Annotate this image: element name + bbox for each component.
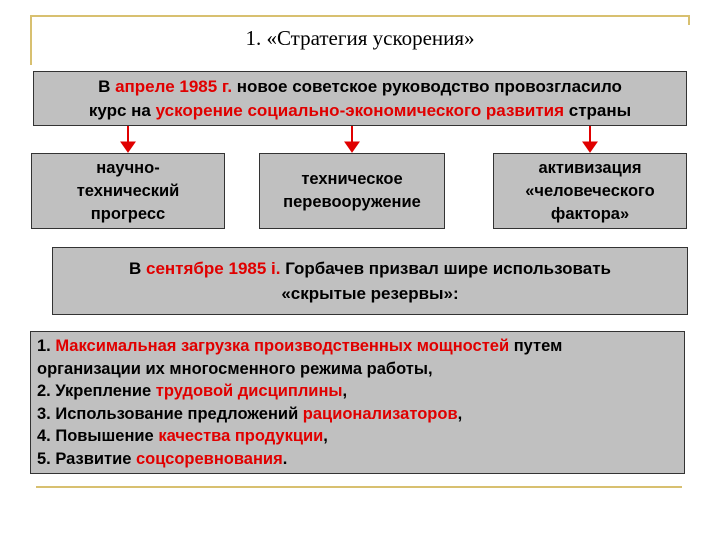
branch-text: техническое — [301, 170, 403, 188]
list-highlight: Максимальная загрузка производственных мощностей — [55, 337, 510, 355]
list-text: , — [323, 427, 328, 445]
branch-text: научно- — [96, 158, 160, 177]
list-item — [37, 425, 678, 448]
bottom-divider — [36, 486, 682, 488]
branch-box-human-factor — [493, 153, 687, 229]
list-item — [37, 448, 678, 471]
list-text: . — [282, 449, 288, 468]
branch-text: фактора» — [550, 204, 630, 223]
list-item — [37, 380, 678, 403]
arrow-head-1 — [121, 142, 135, 152]
intro-highlight: ускорение социально-экономического развития — [155, 100, 565, 120]
list-item — [37, 403, 678, 426]
arrow-head-2 — [345, 142, 359, 152]
branch-text: перевооружение — [283, 193, 421, 211]
intro-line-1 — [98, 75, 622, 99]
list-item — [37, 358, 678, 381]
list-text: 4. Повышение — [37, 427, 159, 445]
september-box — [52, 247, 688, 315]
list-text: , — [342, 382, 348, 400]
september-line-2: «скрытые резервы»: — [281, 284, 459, 303]
list-highlight: рационализаторов — [302, 404, 458, 423]
branch-box-reequipment — [259, 153, 445, 229]
intro-text: страны — [564, 100, 632, 120]
intro-line-2 — [89, 99, 631, 123]
list-highlight: соцсоревнования — [135, 449, 283, 468]
list-highlight: качества продукции — [158, 427, 324, 445]
frame-corner — [688, 15, 690, 25]
list-text: 2. Укрепление — [37, 382, 156, 400]
slide-title: 1. «Стратегия ускорения» — [245, 26, 475, 50]
intro-box — [33, 71, 687, 126]
september-date: сентябре 1985 i. — [146, 259, 281, 278]
intro-text: новое советское руководство провозгласило — [232, 76, 622, 96]
list-item — [37, 335, 678, 358]
reserves-list — [30, 331, 685, 474]
branch-text: «человеческого — [525, 181, 655, 200]
branch-text: прогресс — [90, 204, 166, 223]
branch-box-ntp — [31, 153, 225, 229]
september-text: В — [129, 259, 146, 278]
list-text: , — [457, 404, 463, 423]
branch-text: технический — [76, 181, 180, 200]
intro-text: курс на — [88, 100, 156, 120]
list-text: 1. — [37, 337, 56, 355]
list-highlight: трудовой дисциплины — [155, 382, 343, 400]
list-text: организации их многосменного режима работы, — [37, 359, 433, 378]
intro-text: В — [98, 76, 116, 96]
list-text: путем — [509, 337, 563, 355]
list-text: 3. Использование предложений — [37, 404, 303, 423]
september-line-1 — [129, 256, 611, 281]
list-text: 5. Развитие — [37, 449, 136, 468]
september-text: Горбачев призвал шире использовать — [280, 259, 611, 278]
branch-text: активизация — [538, 158, 642, 177]
intro-date: апреле 1985 г. — [115, 76, 233, 96]
arrow-head-3 — [583, 142, 597, 152]
